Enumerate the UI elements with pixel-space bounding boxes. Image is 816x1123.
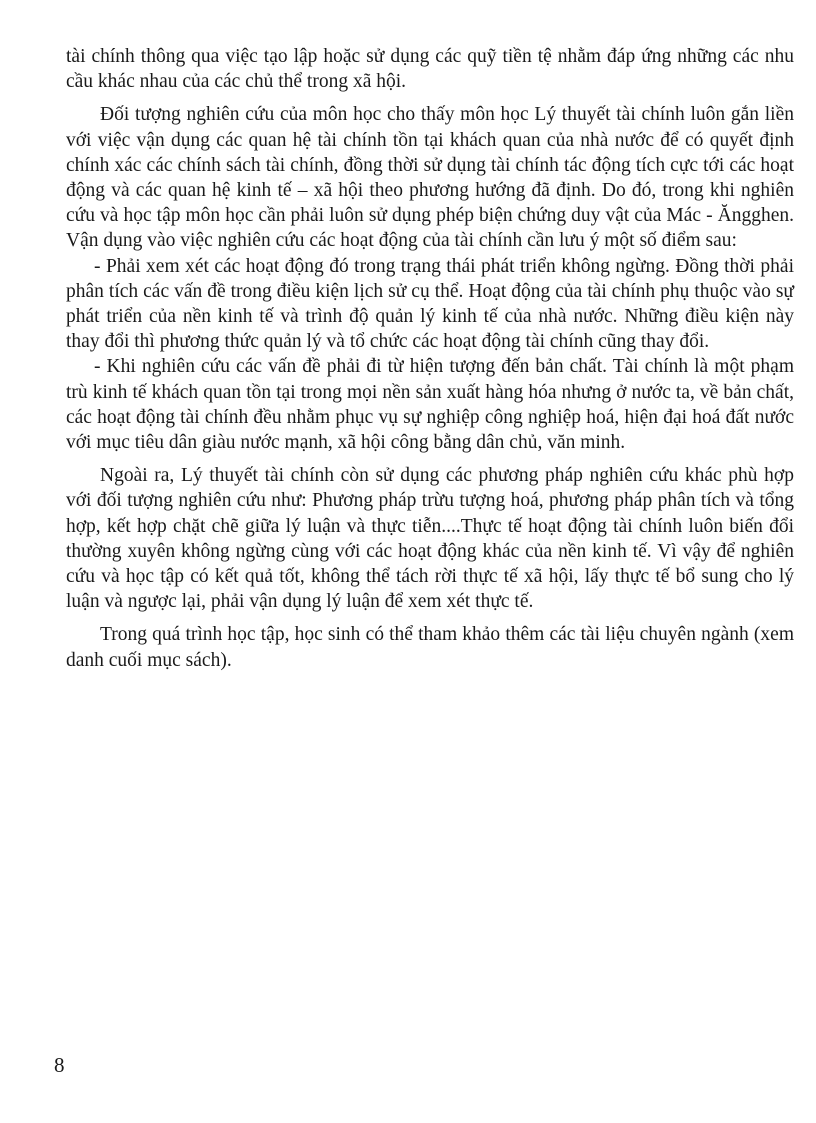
paragraph-references: Trong quá trình học tập, học sinh có thể tham khảo thêm các tài liệu chuyên ngành (xem danh cuối mục sách). bbox=[66, 624, 794, 671]
paragraph-other-methods: Ngoài ra, Lý thuyết tài chính còn sử dụng các phương pháp nghiên cứu khác phù hợp với đối tượng nghiên cứu như: Phương pháp trừu tượng hoá, phương pháp phân tích và tổng hợp, kết hợp chặt chẽ giữa lý luận và thực tiễn....Thực tế hoạt động tài chính luôn biến đổi thường xuyên không ngừng cùng với các hoạt động khác của nền kinh tế. Vì vậy để nghiên cứu và học tập có kết quả tốt, không thể tách rời thực tế xã hội, lấy thực tế bổ sung cho lý luận và ngược lại, phải vận dụng lý luận để xem xét thực tế. bbox=[66, 465, 794, 613]
paragraph-point-essence: - Khi nghiên cứu các vấn đề phải đi từ hiện tượng đến bản chất. Tài chính là một phạm trù kinh tế khách quan tồn tại trong mọi nền sản xuất hàng hóa nhưng ở nước ta, về bản chất, các hoạt động tài chính đều nhằm phục vụ sự nghiệp công nghiệp hoá, hiện đại hoá đất nước với mục tiêu dân giàu nước mạnh, xã hội công bằng dân chủ, văn minh. bbox=[66, 356, 794, 454]
paragraph-continuation: tài chính thông qua việc tạo lập hoặc sử dụng các quỹ tiền tệ nhằm đáp ứng những các nhu cầu khác nhau của các chủ thể trong xã hội. bbox=[66, 46, 794, 93]
paragraph-research-object: Đối tượng nghiên cứu của môn học cho thấy môn học Lý thuyết tài chính luôn gắn liền với việc vận dụng các quan hệ tài chính tồn tại khách quan của nhà nước để có quyết định chính xác các chính sách tài chính, đồng thời sử dụng tài chính tác động tích cực tới các hoạt động và các quan hệ kinh tế – xã hội theo phương hướng đã định. Do đó, trong khi nghiên cứu và học tập môn học cần phải luôn sử dụng phép biện chứng duy vật của Mác - Ăngghen. Vận dụng vào việc nghiên cứu các hoạt động của tài chính cần lưu ý một số điểm sau: bbox=[66, 104, 794, 252]
page-number: 8 bbox=[54, 1053, 65, 1077]
body-text bbox=[66, 44, 794, 673]
paragraph-point-development: - Phải xem xét các hoạt động đó trong trạng thái phát triển không ngừng. Đồng thời phải phân tích các vấn đề trong điều kiện lịch sử cụ thể. Hoạt động của tài chính phụ thuộc vào sự phát triển của nền kinh tế và trình độ quản lý kinh tế của nhà nước. Những điều kiện này thay đổi thì phương thức quản lý và tổ chức các hoạt động tài chính cũng thay đổi. bbox=[66, 255, 794, 353]
